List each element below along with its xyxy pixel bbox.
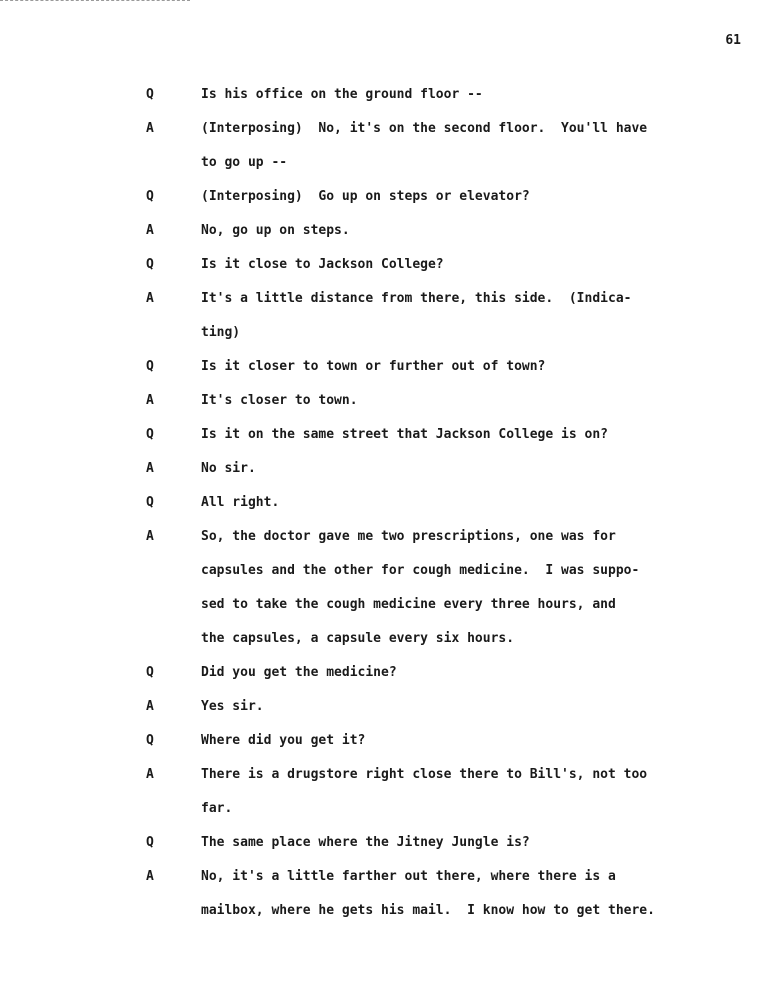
speaker-label: A <box>146 393 154 408</box>
testimony-line: No, go up on steps. <box>201 223 350 238</box>
answer-entry <box>0 758 763 826</box>
answer-entry <box>0 452 763 486</box>
speaker-label: A <box>146 121 154 136</box>
testimony-line: Where did you get it? <box>201 733 366 748</box>
speaker-label: Q <box>146 257 154 272</box>
speaker-label: Q <box>146 665 154 680</box>
question-entry <box>0 418 763 452</box>
speaker-label: Q <box>146 835 154 850</box>
speaker-label: Q <box>146 733 154 748</box>
speaker-label: A <box>146 767 154 782</box>
speaker-label: Q <box>146 189 154 204</box>
testimony-line: mailbox, where he gets his mail. I know how to get there. <box>201 903 655 918</box>
testimony-line: the capsules, a capsule every six hours. <box>201 631 515 646</box>
transcript-body <box>0 78 763 928</box>
testimony-line: Did you get the medicine? <box>201 665 397 680</box>
testimony-line: No sir. <box>201 461 256 476</box>
testimony-line: It's a little distance from there, this side. (Indica- <box>201 291 632 306</box>
answer-entry <box>0 214 763 248</box>
testimony-line: sed to take the cough medicine every three hours, and <box>201 597 616 612</box>
question-entry <box>0 656 763 690</box>
speaker-label: Q <box>146 87 154 102</box>
question-entry <box>0 350 763 384</box>
answer-entry <box>0 384 763 418</box>
speaker-label: A <box>146 699 154 714</box>
speaker-label: A <box>146 529 154 544</box>
testimony-line: (Interposing) No, it's on the second floor. You'll have <box>201 121 648 136</box>
page-number: 61 <box>725 33 741 48</box>
testimony-line: capsules and the other for cough medicine. I was suppo- <box>201 563 640 578</box>
testimony-line: far. <box>201 801 233 816</box>
testimony-line: ting) <box>201 325 241 340</box>
testimony-line: Yes sir. <box>201 699 264 714</box>
answer-entry <box>0 860 763 928</box>
question-entry <box>0 486 763 520</box>
testimony-line: to go up -- <box>201 155 288 170</box>
testimony-line: All right. <box>201 495 280 510</box>
question-entry <box>0 826 763 860</box>
testimony-line: Is his office on the ground floor -- <box>201 87 483 102</box>
speaker-label: A <box>146 223 154 238</box>
question-entry <box>0 78 763 112</box>
answer-entry <box>0 282 763 350</box>
speaker-label: Q <box>146 495 154 510</box>
top-dashed-rule <box>0 0 190 1</box>
testimony-line: (Interposing) Go up on steps or elevator? <box>201 189 530 204</box>
question-entry <box>0 248 763 282</box>
answer-entry <box>0 690 763 724</box>
testimony-line: There is a drugstore right close there to Bill's, not too <box>201 767 648 782</box>
speaker-label: Q <box>146 427 154 442</box>
testimony-line: No, it's a little farther out there, where there is a <box>201 869 616 884</box>
testimony-line: It's closer to town. <box>201 393 358 408</box>
speaker-label: A <box>146 461 154 476</box>
testimony-line: So, the doctor gave me two prescriptions, one was for <box>201 529 616 544</box>
speaker-label: A <box>146 291 154 306</box>
testimony-line: The same place where the Jitney Jungle is? <box>201 835 530 850</box>
question-entry <box>0 180 763 214</box>
testimony-line: Is it close to Jackson College? <box>201 257 444 272</box>
question-entry <box>0 724 763 758</box>
speaker-label: A <box>146 869 154 884</box>
answer-entry <box>0 520 763 656</box>
testimony-line: Is it on the same street that Jackson College is on? <box>201 427 608 442</box>
speaker-label: Q <box>146 359 154 374</box>
testimony-line: Is it closer to town or further out of town? <box>201 359 546 374</box>
answer-entry <box>0 112 763 180</box>
